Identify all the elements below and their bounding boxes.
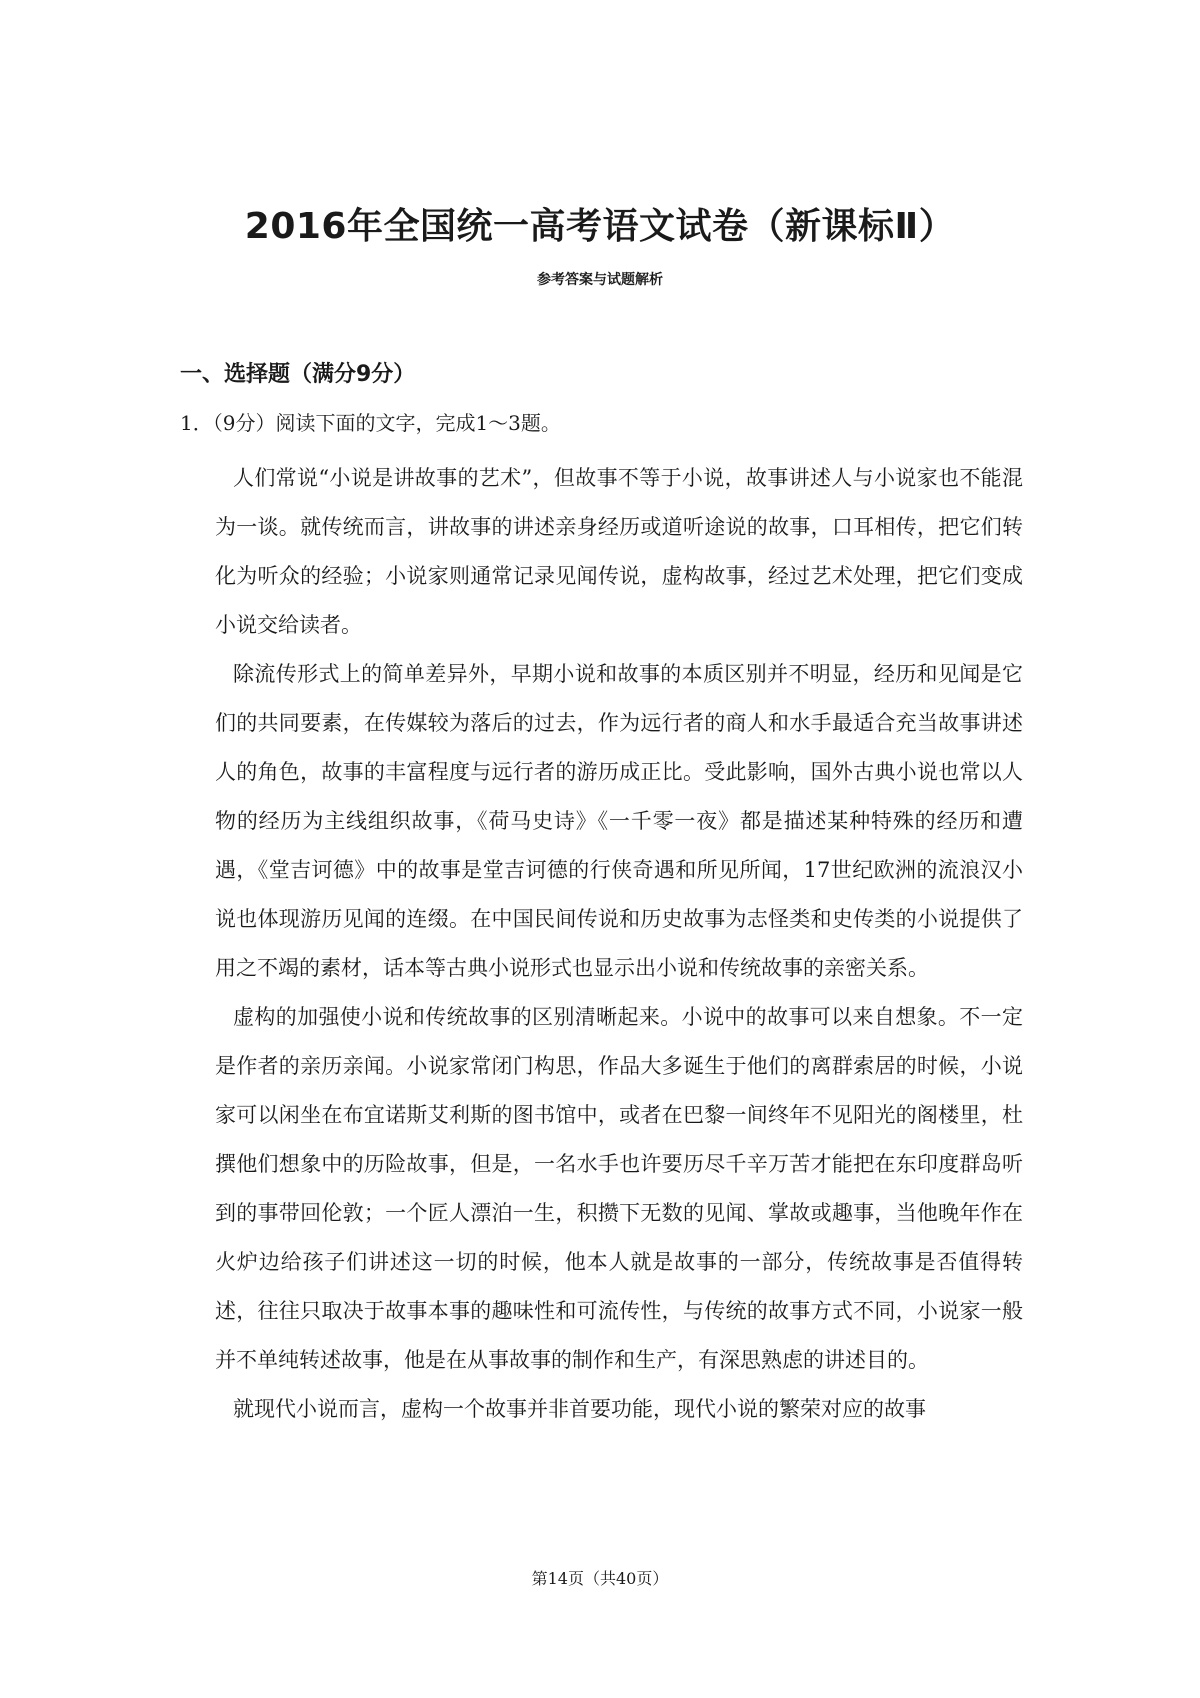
document-title: 2016年全国统一高考语文试卷（新课标Ⅱ）: [244, 206, 956, 247]
section-heading: 一、选择题（满分9分）: [180, 362, 416, 387]
reading-passage: [215, 454, 1023, 1434]
question-stem: 1．（9分）阅读下面的文字，完成1～3题。: [180, 411, 561, 435]
page-number-footer: 第14页（共40页）: [531, 1569, 669, 1588]
passage-paragraph: 人们常说“小说是讲故事的艺术”，但故事不等于小说，故事讲述人与小说家也不能混为一谈。就传统而言，讲故事的讲述亲身经历或道听途说的故事，口耳相传，把它们转化为听众的经验；小说家则通常记录见闻传说，虚构故事，经过艺术处理，把它们变成小说交给读者。: [215, 466, 1023, 637]
passage-paragraph: 除流传形式上的简单差异外，早期小说和故事的本质区别并不明显，经历和见闻是它们的共同要素，在传媒较为落后的过去，作为远行者的商人和水手最适合充当故事讲述人的角色，故事的丰富程度与远行者的游历成正比。受此影响，国外古典小说也常以人物的经历为主线组织故事，《荷马史诗》《一千零一夜》都是描述某种特殊的经历和遭遇，《堂吉诃德》中的故事是堂吉诃德的行侠奇遇和所见所闻，17世纪欧洲的流浪汉小说也体现游历见闻的连缀。在中国民间传说和历史故事为志怪类和史传类的小说提供了用之不竭的素材，话本等古典小说形式也显示出小说和传统故事的亲密关系。: [215, 662, 1023, 980]
passage-paragraph: 虚构的加强使小说和传统故事的区别清晰起来。小说中的故事可以来自想象。不一定是作者的亲历亲闻。小说家常闭门构思，作品大多诞生于他们的离群索居的时候，小说家可以闲坐在布宜诺斯艾利斯的图书馆中，或者在巴黎一间终年不见阳光的阁楼里，杜撰他们想象中的历险故事，但是，一名水手也许要历尽千辛万苦才能把在东印度群岛听到的事带回伦敦；一个匠人漂泊一生，积攒下无数的见闻、掌故或趣事，当他晚年作在火炉边给孩子们讲述这一切的时候，他本人就是故事的一部分，传统故事是否值得转述，往往只取决于故事本事的趣味性和可流传性，与传统的故事方式不同，小说家一般并不单纯转述故事，他是在从事故事的制作和生产，有深思熟虑的讲述目的。: [215, 1005, 1023, 1372]
passage-paragraph: 就现代小说而言，虚构一个故事并非首要功能，现代小说的繁荣对应的故事: [233, 1397, 926, 1421]
document-subtitle: 参考答案与试题解析: [537, 272, 663, 288]
